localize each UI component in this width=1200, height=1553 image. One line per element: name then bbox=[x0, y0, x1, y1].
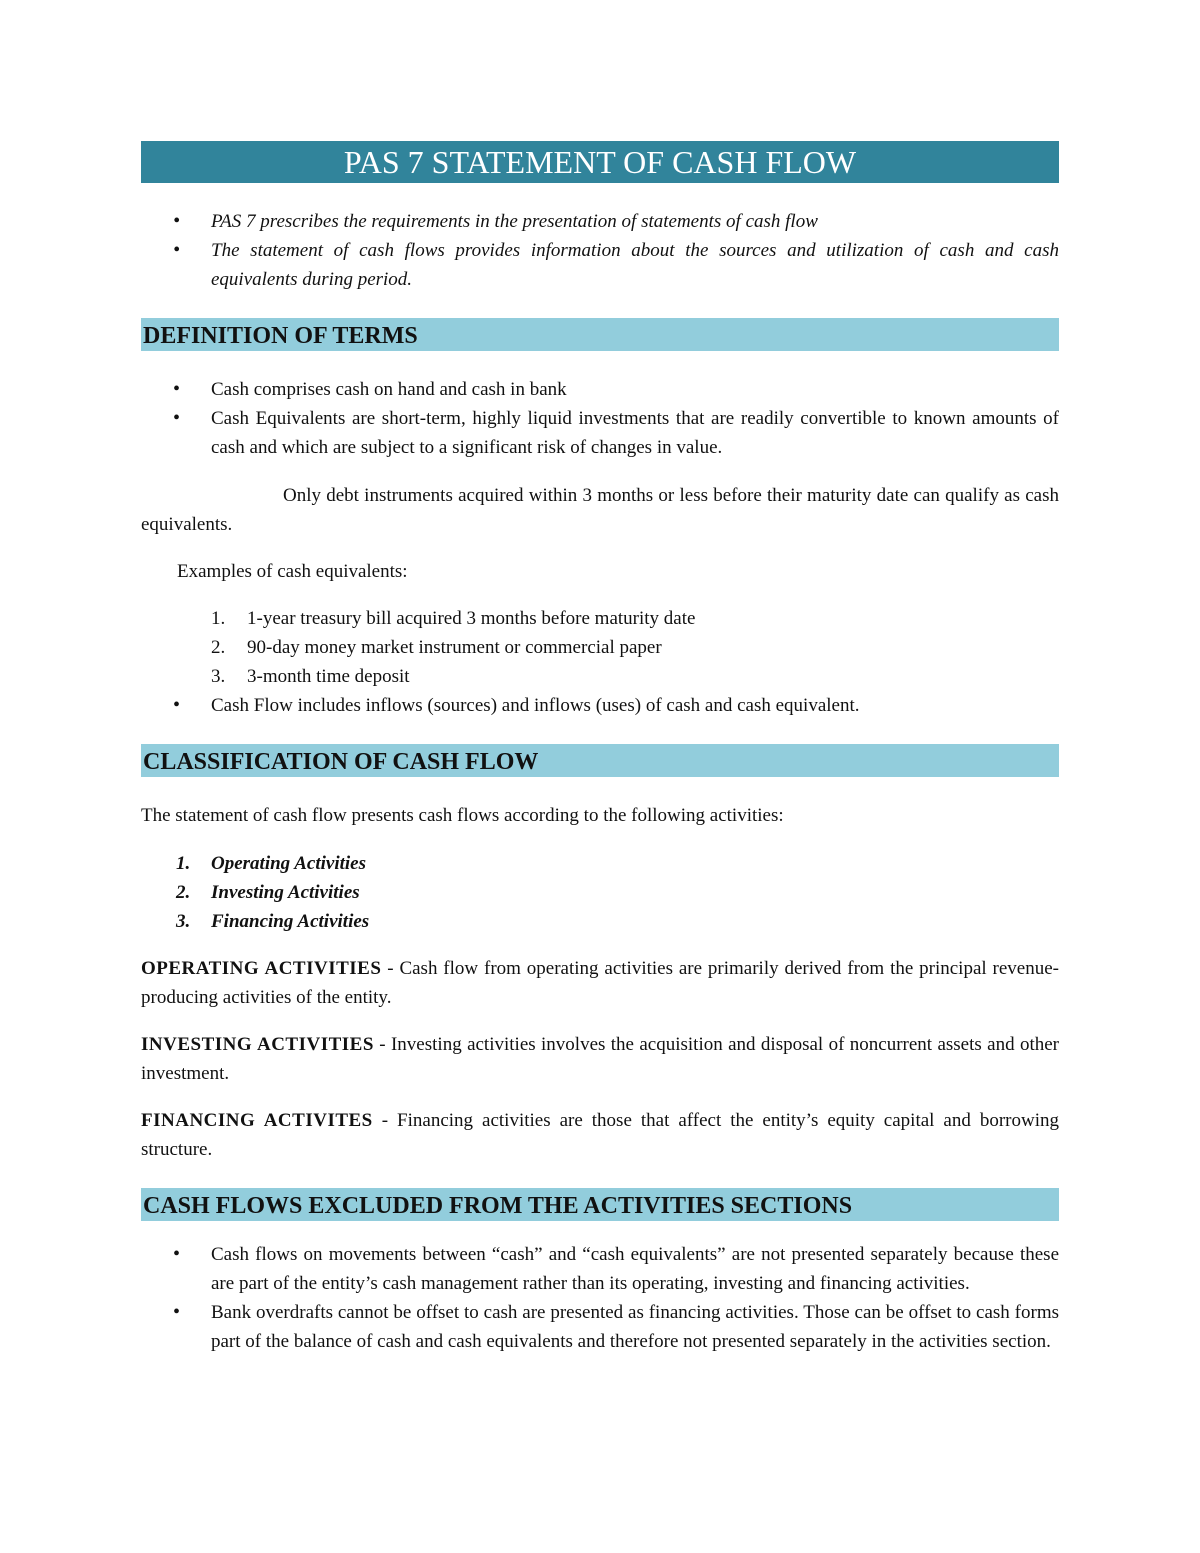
section-heading-classification: CLASSIFICATION OF CASH FLOW bbox=[141, 744, 1059, 777]
activity-text: Investing Activities bbox=[211, 882, 360, 903]
excluded-bullet: • Bank overdrafts cannot be offset to cash are presented as financing activities. Those can be offset to cash forms part of the balance of cash and cash equivalents and therefore not presented separately in the activities section. bbox=[141, 1298, 1059, 1356]
cash-flow-bullet: • Cash Flow includes inflows (sources) and inflows (uses) of cash and cash equivalent. bbox=[141, 691, 1059, 720]
example-text: 3-month time deposit bbox=[247, 666, 410, 687]
document-title: PAS 7 STATEMENT OF CASH FLOW bbox=[141, 141, 1059, 183]
classification-intro: The statement of cash flow presents cash flows according to the following activities: bbox=[141, 805, 784, 826]
examples-list bbox=[141, 604, 1059, 691]
example-item bbox=[141, 662, 1059, 691]
section-heading-excluded: CASH FLOWS EXCLUDED FROM THE ACTIVITIES SECTIONS bbox=[141, 1188, 1059, 1221]
investing-activities-paragraph bbox=[141, 1030, 1059, 1088]
cash-flow-bullet-list bbox=[141, 691, 1059, 720]
definition-bullet-list bbox=[141, 375, 1059, 462]
definition-bullet: • Cash Equivalents are short-term, highly liquid investments that are readily convertible to known amounts of cash and which are subject to a significant risk of changes in value. bbox=[141, 404, 1059, 462]
activities-list bbox=[141, 849, 1059, 936]
operating-activities-paragraph bbox=[141, 954, 1059, 1012]
intro-bullet: • PAS 7 prescribes the requirements in the presentation of statements of cash flow bbox=[141, 207, 1059, 236]
activity-number: 1. bbox=[176, 853, 191, 874]
section-heading-definition: DEFINITION OF TERMS bbox=[141, 318, 1059, 351]
example-number: 3. bbox=[211, 666, 226, 687]
example-item bbox=[141, 604, 1059, 633]
activity-text: Operating Activities bbox=[211, 853, 366, 874]
example-item bbox=[141, 633, 1059, 662]
document-page bbox=[141, 141, 1059, 1356]
example-text: 1-year treasury bill acquired 3 months before maturity date bbox=[247, 608, 696, 629]
excluded-bullet-list bbox=[141, 1240, 1059, 1356]
financing-activities-term: FINANCING ACTIVITES bbox=[141, 1110, 373, 1131]
example-number: 2. bbox=[211, 637, 226, 658]
investing-activities-text: - Investing activities involves the acquisition and disposal of noncurrent assets and other investment. bbox=[141, 1034, 1059, 1084]
example-text: 90-day money market instrument or commercial paper bbox=[247, 637, 662, 658]
operating-activities-text: - Cash flow from operating activities are primarily derived from the principal revenue-producing activities of the entity. bbox=[141, 958, 1059, 1008]
activity-number: 2. bbox=[176, 882, 191, 903]
activity-item bbox=[141, 907, 1059, 936]
intro-bullet-list bbox=[141, 207, 1059, 294]
activity-item bbox=[141, 878, 1059, 907]
investing-activities-term: INVESTING ACTIVITIES bbox=[141, 1034, 374, 1055]
intro-bullet: • The statement of cash flows provides information about the sources and utilization of cash and cash equivalents during period. bbox=[141, 236, 1059, 294]
example-number: 1. bbox=[211, 608, 226, 629]
activity-item bbox=[141, 849, 1059, 878]
cash-equivalent-note: Only debt instruments acquired within 3 months or less before their maturity date can qualify as cash equivalents. bbox=[141, 485, 1059, 535]
operating-activities-term: OPERATING ACTIVITIES bbox=[141, 958, 382, 979]
financing-activities-text: - Financing activities are those that affect the entity’s equity capital and borrowing structure. bbox=[141, 1110, 1060, 1160]
excluded-bullet: • Cash flows on movements between “cash” and “cash equivalents” are not presented separately because these are part of the entity’s cash management rather than its operating, investing and financing activities. bbox=[141, 1240, 1059, 1298]
definition-bullet: • Cash comprises cash on hand and cash in bank bbox=[141, 375, 1059, 404]
financing-activities-paragraph bbox=[141, 1106, 1059, 1164]
activity-text: Financing Activities bbox=[211, 911, 370, 932]
activity-number: 3. bbox=[176, 911, 191, 932]
examples-label: Examples of cash equivalents: bbox=[177, 561, 408, 582]
